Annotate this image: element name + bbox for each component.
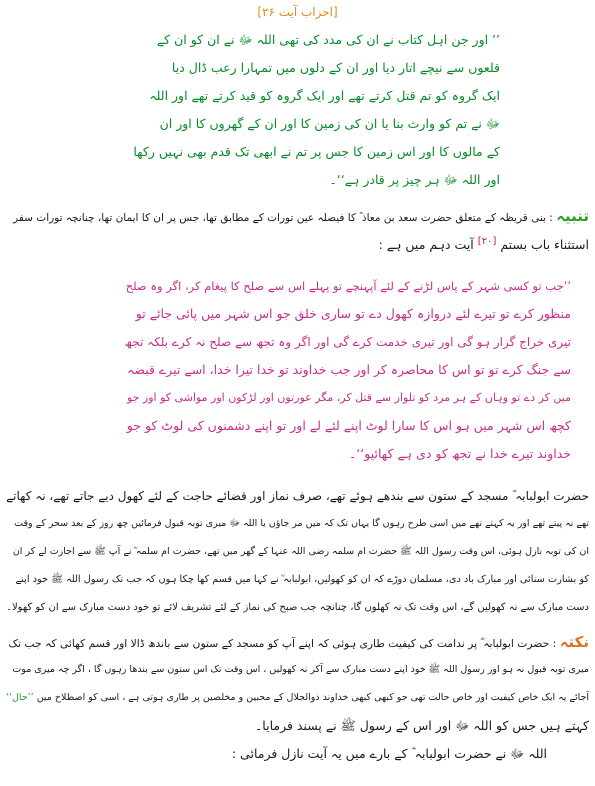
- nukta-line-3: [6, 688, 589, 708]
- nukta-line-4: کہتے ہیں جس کو اللہ ﷻ اور اس کے رسول ﷺ نے پسند فرمایا۔: [254, 718, 589, 733]
- nukta-line-2: میری توبہ قبول نہ ہو اور رسول اللہ ﷺ خود اپنے دست مبارک سے آکر نہ کھولیں ، اس وقت تک اس ستون سے بندھا رہوں گا ، اگر چہ میری موت: [12, 664, 589, 675]
- nukta-text: : حضرت ابولبابہ ؓ پر ندامت کی کیفیت طاری ہوئی کہ اپنے آپ کو مسجد کے ستون سے باندھ ڈالا اور قسم کھائی کہ جب تک: [8, 637, 557, 650]
- nukta-text: آجائے یہ ایک خاص کیفیت اور خاص حالت تھی جو کبھی کبھی خداوند ذوالجلال کے محبین و مخلصین پر طاری ہوتی ہے ، اسی کو اصطلاح میں: [36, 692, 589, 703]
- narrative-line: تھے نہ پیتے تھے اور یہ کہتے تھے میں اسی طرح رہوں گا یہاں تک کہ میں مر جاؤں یا اللہ ﷻ میری توبہ قبول فرمائیں چھ روز کے بعد سحر کے وقت: [14, 518, 589, 529]
- quran-line: اور اللہ ﷻ ہر چیز پر قادر ہے‘‘۔: [329, 172, 500, 187]
- nukta-line-1: [6, 632, 589, 654]
- quran-line: قلعوں سے نیچے اتار دیا اور ان کے دلوں میں تمہارا رعب ڈال دیا: [171, 60, 500, 75]
- narrative-line: حضرت ابولبابہ ؓ مسجد کے ستون سے بندھے ہوئے تھے، صرف نماز اور قضائے حاجت کے لئے کھول دیے جاتے تھے، نہ کھاتے: [6, 489, 589, 503]
- quote-line: تیری خراج گزار ہو گی اور تیری خدمت کرے گی اور اگر وہ تجھ سے صلح نہ کرے بلکہ تجھ: [124, 335, 571, 349]
- quote-line: ’’جب تو کسی شہر کے پاس لڑنے کے لئے آپہنچے تو پہلے اس سے صلح کا پیغام کر، اگر وہ صلح: [125, 279, 571, 293]
- footnote-marker: [۲۰]: [477, 236, 497, 247]
- tanbeeh-text: استثناء باب بستم: [500, 237, 589, 253]
- hal-term: ’’حال‘‘: [6, 692, 34, 703]
- quote-line: میں کر دے تو وہاں کے ہر مرد کو تلوار سے قتل کر، مگر عورتوں اور لڑکوں اور مواشی کو اور جو: [126, 391, 571, 404]
- surah-reference: [احزاب آیت ۲۶]: [257, 5, 338, 19]
- quote-line: منظور کرے تو تیرے لئے دروازہ کھول دے تو ساری خلق جو اس شہر میں پائی جائے تو: [135, 306, 571, 321]
- narrative-line: ان کی توبہ نازل ہوئی، اس وقت رسول اللہ ﷺ حضرت ام سلمہ رضی اللہ عنہا کے گھر میں تھے، حضرت ام سلمہ ؓ نے آپ ﷺ سے اجازت لے کر ان: [12, 546, 589, 557]
- quran-line: ﷻ نے تم کو وارث بنا یا ان کی زمین کا اور ان کے گھروں کا اور ان: [159, 116, 500, 131]
- nukta-heading: نکتہ: [559, 633, 589, 651]
- quote-line: خداوند تیرے خدا نے تجھ کو دی ہے کھائیو‘‘۔: [348, 446, 571, 461]
- tanbeeh-heading: تنبیہ: [556, 207, 589, 225]
- quran-line: ’’ اور جن اہل کتاب نے ان کی مدد کی تھی اللہ ﷻ نے ان کو ان کے: [156, 32, 500, 47]
- tanbeeh-paragraph-line-2: [6, 232, 589, 255]
- narrative-line: دست مبارک سے نہ کھولیں گے، اس وقت تک نہ کھلوں گا، چنانچہ جب صبح کی نماز کے لئے تشریف لائے تو خود دست مبارک سے ان کو کھولا۔: [6, 602, 589, 613]
- tanbeeh-text: : بنی قریظہ کے متعلق حضرت سعد بن معاذ ؓ کا فیصلہ عین تورات کے مطابق تھا، جس پر ان کا ایمان تھا، چنانچہ تورات سفر: [13, 212, 553, 224]
- narrative-line: کو بشارت سنائی اور مبارک باد دی، مسلمان دوڑے کہ ان کو کھولیں، ابولبابہ ؓ نے کہا میں قسم کھا چکا ہوں کہ جب تک رسول اللہ ﷺ خود اپنے: [15, 574, 589, 585]
- quote-line: کچھ اس شہر میں ہو اس کا سارا لوٹ اپنے لئے لے اور تو اپنے دشمنوں کی لوٹ کو جو: [126, 418, 571, 433]
- quran-line: ایک گروہ کو تم قتل کرتے تھے اور ایک گروہ کو قید کرتے تھے اور اللہ: [149, 88, 500, 103]
- quote-line: سے جنگ کرے تو تو اس کا محاصرہ کر اور جب خداوند تو خدا تیرا خدا، اسے تیرے قبضہ: [127, 362, 571, 377]
- tanbeeh-text: آیت دہم میں ہے :: [378, 237, 474, 253]
- tanbeeh-paragraph-line-1: [6, 206, 589, 228]
- quran-line: کے مالوں کا اور اس زمین کا جس پر تم نے ابھی تک قدم بھی نہیں رکھا: [133, 144, 500, 159]
- nukta-line-5: اللہ ﷻ نے حضرت ابولبابہ ؓ کے بارے میں یہ آیت نازل فرمائی :: [231, 746, 547, 761]
